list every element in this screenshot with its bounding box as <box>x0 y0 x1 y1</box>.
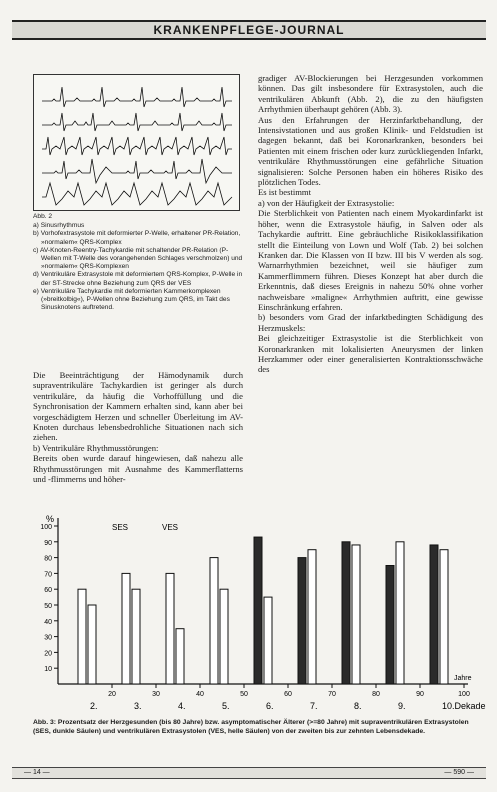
figure2-caption <box>33 213 243 312</box>
figure2-caption-item: d) Ventrikuläre Extrasystole mit deformiertem QRS-Komplex, P-Welle in der ST-Strecke ohne Beziehung zum QRS der VES <box>33 271 243 287</box>
x-category-label: 7. <box>310 701 318 711</box>
ses-bar <box>298 558 306 684</box>
x-top-axis-label: Jahre <box>454 675 472 682</box>
body-paragraph: Es ist bestimmt <box>258 187 311 198</box>
extrasystole-bar-chart <box>20 512 486 714</box>
x-category-label: 9. <box>398 701 406 711</box>
ves-bar <box>132 589 140 684</box>
legend-label: VES <box>162 523 179 532</box>
x-tick-label: 70 <box>328 691 336 698</box>
x-category-label: 10.Dekade <box>442 701 486 711</box>
ves-bar <box>176 629 184 684</box>
x-tick-label: 100 <box>458 691 470 698</box>
body-paragraph: b) besonders vom Grad der infarktbedingten Schädigung des Herzmuskels: <box>258 312 483 333</box>
figure2-caption-item: a) Sinusrhythmus <box>33 222 85 230</box>
y-tick-label: 80 <box>44 555 52 563</box>
footer-left: — 14 — <box>24 769 50 776</box>
body-paragraph: gradiger AV-Blockierungen bei Herzgesunden vorkommen können. Das gilt insbesondere für Extrasystolen, auch die ventrikulären Abkunft (Abb. 2), die zu den häufigsten Arrhythmien überhaupt gehören (Abb. 3). <box>258 73 483 115</box>
ves-bar <box>264 597 272 684</box>
body-paragraph: a) von der Häufigkeit der Extrasystolie: <box>258 197 395 208</box>
ecg-trace-c <box>42 137 232 155</box>
body-paragraph: Die Beeinträchtigung der Hämodynamik durch supraventrikuläre Tachykardien ist geringer als durch ventrikuläre, da häufig die Vorhoffüllung und die Synchronisation der Kammern erhalten sind, kann aber bei vorgeschädigtem Herzen und schneller Überleitung im AV-Knoten durchaus lebensbedrohliche Situationen nach sich ziehen. <box>33 370 243 443</box>
ses-bar <box>122 573 130 684</box>
x-category-label: 4. <box>178 701 186 711</box>
ecg-trace-e <box>42 183 232 205</box>
figure2-caption-item: e) Ventrikuläre Tachykardie mit deformierten Kammerkomplexen (»breitkolbig«), P-Wellen ohne Beziehung zum QRS, im Takt des Sinusknotens auftretend. <box>33 287 230 312</box>
y-tick-label: 10 <box>44 666 52 674</box>
ves-bar <box>220 589 228 684</box>
body-paragraph: Aus den Erfahrungen der Herzinfarktbehandlung, der Intensivstationen und aus großen Klinik- und Feldstudien ist dagegen bekannt, daß bei Koronarkranken, besonders bei Patienten mit einem frischen oder kurz zurückliegenden Infarkt, ventrikuläre Rhythmusstörungen eine gefährliche Situation signalisieren: Solche Personen haben ein höheres Risiko des plötzlichen Todes. <box>258 114 483 188</box>
y-tick-label: 100 <box>40 524 52 531</box>
x-tick-label: 20 <box>108 691 116 698</box>
y-tick-label: 90 <box>44 539 52 547</box>
x-category-label: 2. <box>90 701 98 711</box>
x-category-label: 3. <box>134 701 142 711</box>
body-paragraph: b) Ventrikuläre Rhythmusstörungen: <box>33 442 159 453</box>
body-paragraph: Bei gleichzeitiger Extrasystolie ist die Sterblichkeit von Koronarkranken mit lokalisierten Aneurysmen der linken Herzkammer oder einer generalisierten Kontraktionsschwäche des <box>258 333 483 375</box>
ves-bar <box>352 545 360 684</box>
legend-label: SES <box>112 523 129 532</box>
footer-right: — 590 — <box>444 769 474 776</box>
ecg-traces <box>34 75 239 210</box>
page-footer <box>12 767 486 779</box>
bar-chart-svg <box>20 512 486 714</box>
ses-bar <box>342 542 350 684</box>
figure2-caption-item: b) Vorhofextrasystole mit deformierter P-Welle, erhaltener PR-Relation, »normalem« QRS-Komplex <box>33 230 241 246</box>
ses-bar <box>210 558 218 684</box>
body-paragraph: Bereits oben wurde darauf hingewiesen, daß nahezu alle Rhythmusstörungen mit Ausnahme des Kammerflatterns und -flimmerns und höher- <box>33 453 243 485</box>
journal-header <box>12 20 486 40</box>
ses-bar <box>430 545 438 684</box>
body-paragraph: Die Sterblichkeit von Patienten nach einem Myokardinfarkt ist höher, wenn die Extrasystole häufig, in Salven oder als Tachykardie auftritt. Eine gebräuchliche Risikoklassifikation stellt die Einteilung von Lown und Wolf (Tab. 2) bei solchen Kranken dar. Die Klassen von II bzw. III bis V werden als sog. Warnarrhythmien bezeichnet, weil sie häufiger zum Kammerflimmern führen. Dieses Konzept hat aber durch die Erkenntnis, daß dieses Ereignis in nahezu 50% ohne vorher nachweisbare »maligne« Arrhythmien auftritt, eine gewisse Einschränkung erfahren. <box>258 208 483 312</box>
ves-bar <box>88 605 96 684</box>
ecg-trace-a <box>42 87 232 107</box>
y-tick-label: 20 <box>44 650 52 658</box>
figure3-caption <box>33 719 481 736</box>
x-category-label: 8. <box>354 701 362 711</box>
y-tick-label: 60 <box>44 587 52 595</box>
ves-bar <box>396 542 404 684</box>
x-tick-label: 30 <box>152 691 160 698</box>
x-tick-label: 60 <box>284 691 292 698</box>
y-tick-label: 70 <box>44 571 52 579</box>
ses-bar <box>78 589 86 684</box>
x-category-label: 5. <box>222 701 230 711</box>
right-column-text <box>258 73 483 375</box>
y-axis-label: % <box>46 514 55 524</box>
y-tick-label: 40 <box>44 618 52 626</box>
ves-bar <box>440 550 448 684</box>
x-tick-label: 80 <box>372 691 380 698</box>
ecg-figure <box>33 74 240 211</box>
figure3-caption-text: Abb. 3: Prozentsatz der Herzgesunden (bis 80 Jahre) bzw. asymptomatischer Älterer (>=80 Jahre) mit supraventrikulären Extrasystolen (SES, dunkle Säulen) und ventrikulären Extrasystolen (VES, helle Säulen) von der zweiten bis zur zehnten Lebensdekade. <box>33 719 469 735</box>
ecg-trace-b <box>42 113 232 131</box>
ses-bar <box>386 566 394 685</box>
x-tick-label: 40 <box>196 691 204 698</box>
figure2-caption-title: Abb. 2 <box>33 213 53 220</box>
x-category-label: 6. <box>266 701 274 711</box>
x-tick-label: 90 <box>416 691 424 698</box>
figure2-caption-item: c) AV-Knoten-Reentry-Tachykardie mit schaltender PR-Relation (P-Wellen mit T-Welle des vorangehenden Schlages verschmolzen) und »normalem« QRS-Komplexen <box>33 246 243 271</box>
journal-title: KRANKENPFLEGE-JOURNAL <box>153 23 345 37</box>
ses-bar <box>166 573 174 684</box>
ecg-trace-d <box>42 159 232 183</box>
y-tick-label: 30 <box>44 634 52 642</box>
ves-bar <box>308 550 316 684</box>
ses-bar <box>254 537 262 684</box>
x-tick-label: 50 <box>240 691 248 698</box>
y-tick-label: 50 <box>44 603 52 610</box>
left-column-text <box>33 370 243 484</box>
